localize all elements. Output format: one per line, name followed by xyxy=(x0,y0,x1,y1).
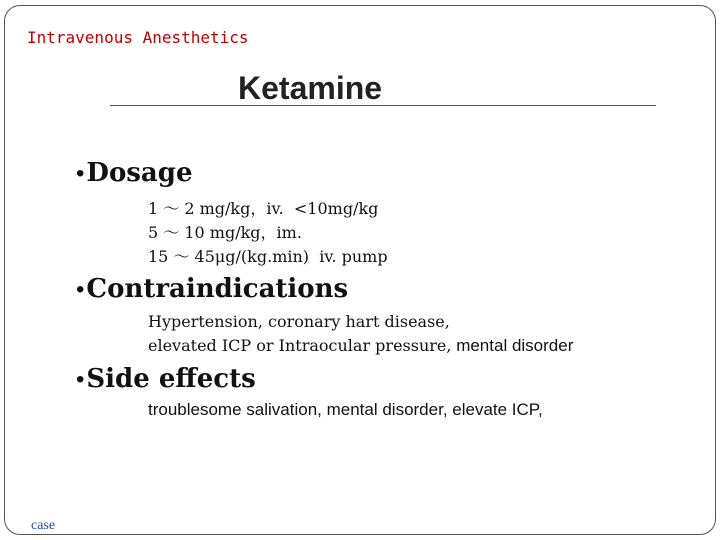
contraindications-heading-text: Contraindications xyxy=(86,274,349,304)
side-effects-line: troublesome salivation, mental disorder, elevate ICP, xyxy=(148,400,543,419)
bullet-icon: • xyxy=(76,366,85,393)
side-effects-heading-text: Side effects xyxy=(86,364,256,394)
title-underline xyxy=(110,105,656,106)
case-link[interactable]: case xyxy=(31,518,56,533)
contraindications-line-2 xyxy=(148,336,573,356)
bullet-icon: • xyxy=(76,160,85,187)
bullet-icon: • xyxy=(76,276,85,303)
contraindications-line-2-prefix: elevated ICP or Intraocular pressure, xyxy=(148,336,452,355)
header-title: Intravenous Anesthetics xyxy=(27,28,249,47)
page-title: Ketamine xyxy=(238,70,383,106)
contraindications-line-2-suffix: mental disorder xyxy=(451,336,574,355)
dosage-heading-text: Dosage xyxy=(86,158,193,188)
dosage-line-3: 15 ～ 45μg/(kg.min) iv. pump xyxy=(148,247,388,266)
dosage-line-2: 5 ～ 10 mg/kg，im. xyxy=(148,223,302,242)
dosage-heading xyxy=(76,158,193,188)
contraindications-heading xyxy=(76,274,348,304)
contraindications-line-1: Hypertension, coronary hart disease, xyxy=(148,312,450,331)
dosage-line-1: 1 ～ 2 mg/kg，iv. <10mg/kg xyxy=(148,199,379,218)
side-effects-heading xyxy=(76,364,256,394)
